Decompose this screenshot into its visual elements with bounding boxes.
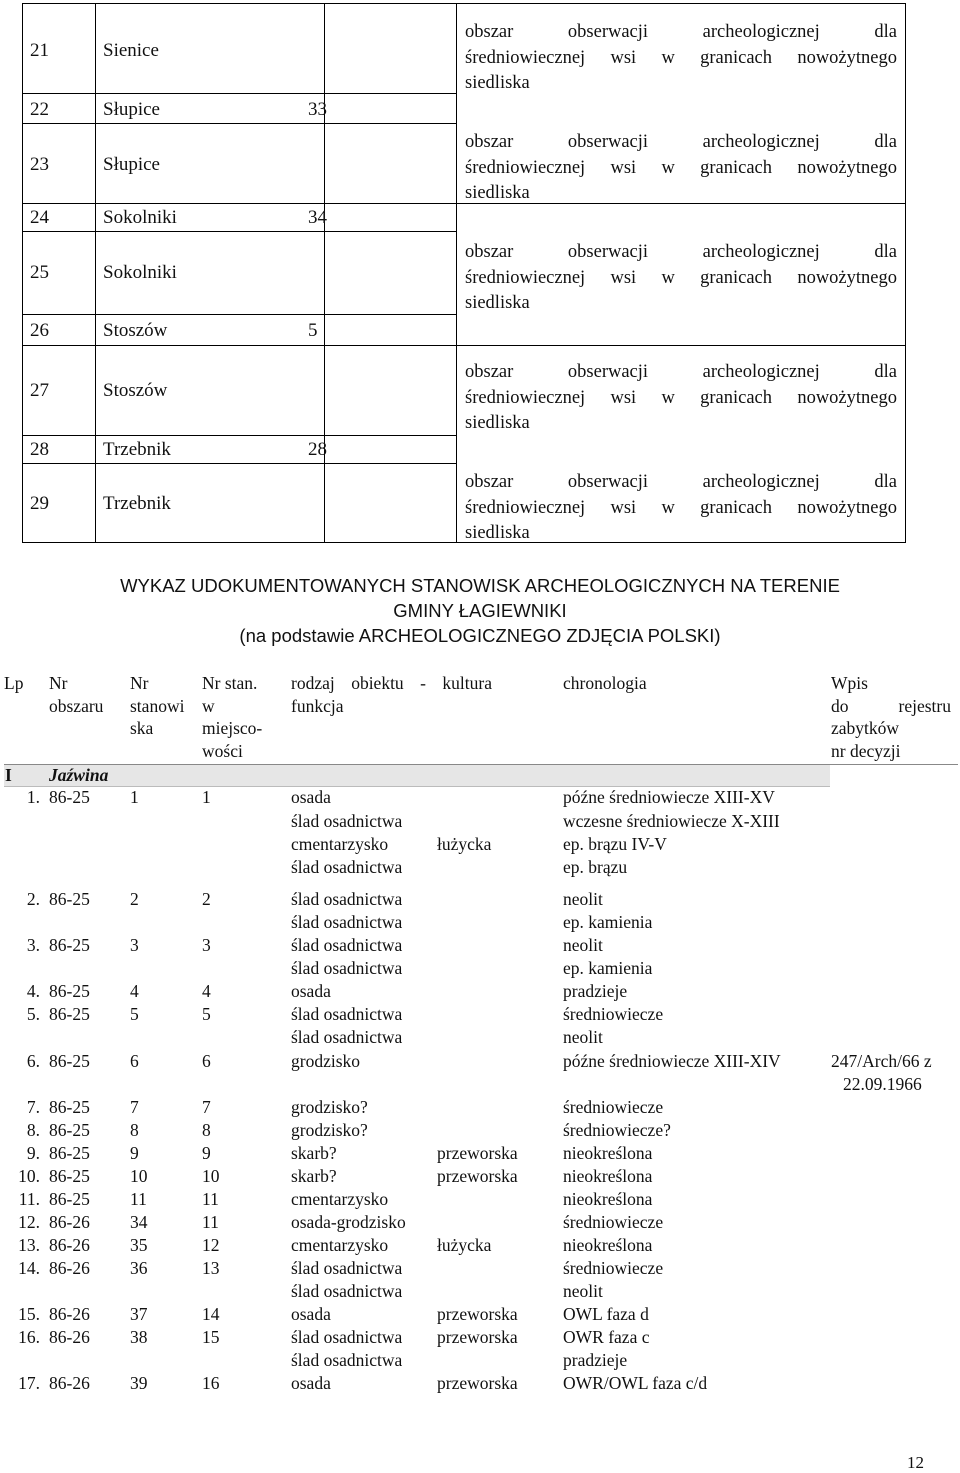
list-cell-rodzaj: ślad osadnictwa (291, 1004, 403, 1024)
table-cell-name: Sokolniki (103, 207, 177, 228)
list-cell-stan: 6 (130, 1051, 139, 1071)
list-cell-rodzaj: ślad osadnictwa (291, 935, 403, 955)
list-cell-rodzaj: ślad osadnictwa (291, 811, 403, 831)
list-cell-miejsc: 5 (202, 1004, 211, 1024)
table-divider (23, 314, 456, 315)
list-cell-chrono: nieokreślona (563, 1166, 653, 1186)
list-cell-obszar: 86-25 (49, 787, 90, 807)
page-number: 12 (907, 1453, 924, 1472)
list-cell-stan: 8 (130, 1120, 139, 1140)
table-cell-name: Sienice (103, 40, 159, 61)
list-cell-chrono: nieokreślona (563, 1189, 653, 1209)
list-cell-rodzaj: ślad osadnictwa (291, 1027, 403, 1047)
list-cell-miejsc: 6 (202, 1051, 211, 1071)
list-cell-miejsc: 10 (202, 1166, 220, 1186)
list-cell-lp: 12. (18, 1212, 40, 1232)
list-item (0, 1188, 960, 1210)
list-cell-obszar: 86-25 (49, 1097, 90, 1117)
list-cell-stan: 11 (130, 1189, 147, 1209)
table-divider (324, 4, 325, 542)
list-cell-kultura: łużycka (437, 1235, 492, 1255)
list-cell-chrono: średniowiecze (563, 1004, 664, 1024)
list-cell-stan: 5 (130, 1004, 139, 1024)
list-cell-rodzaj: osada (291, 981, 331, 1001)
list-cell-chrono: średniowiecze (563, 1097, 664, 1117)
list-cell-rodzaj: ślad osadnictwa (291, 1327, 403, 1347)
list-cell-rodzaj: skarb? (291, 1166, 337, 1186)
list-cell-chrono: neolit (563, 1281, 603, 1301)
list-item (0, 1096, 960, 1118)
header-chronologia: chronologia (563, 673, 647, 693)
list-item (0, 1349, 960, 1371)
list-cell-miejsc: 14 (202, 1304, 220, 1324)
list-cell-rodzaj: ślad osadnictwa (291, 912, 403, 932)
list-cell-miejsc: 4 (202, 981, 211, 1001)
list-item (0, 1257, 960, 1279)
list-cell-obszar: 86-25 (49, 1051, 90, 1071)
list-cell-rodzaj: ślad osadnictwa (291, 1281, 403, 1301)
list-cell-kultura: przeworska (437, 1373, 518, 1393)
table-divider (23, 123, 456, 124)
list-cell-rodzaj: osada (291, 787, 331, 807)
table-cell-name: Słupice (103, 99, 160, 120)
list-cell-kultura: łużycka (437, 834, 492, 854)
table-divider (23, 463, 456, 464)
list-cell-lp: 14. (18, 1258, 40, 1278)
list-item (0, 1234, 960, 1256)
list-cell-lp: 2. (26, 889, 40, 909)
table-cell-lp: 25 (30, 262, 49, 283)
list-item (0, 1050, 960, 1072)
wpis-decision: 247/Arch/66 z 22.09.1966 (831, 1051, 932, 1094)
list-cell-rodzaj: ślad osadnictwa (291, 857, 403, 877)
list-cell-stan: 9 (130, 1143, 139, 1163)
list-cell-chrono: średniowiecze (563, 1258, 664, 1278)
list-cell-lp: 15. (18, 1304, 40, 1324)
list-cell-lp: 10. (18, 1166, 40, 1186)
table-cell-lp: 27 (30, 380, 49, 401)
table-divider (95, 4, 96, 542)
list-cell-rodzaj: cmentarzysko (291, 834, 389, 854)
list-item (0, 1303, 960, 1325)
list-cell-obszar: 86-26 (49, 1235, 90, 1255)
list-cell-chrono: ep. kamienia (563, 912, 653, 932)
list-cell-kultura: przeworska (437, 1143, 518, 1163)
table-cell-num: 33 (308, 99, 327, 120)
list-cell-obszar: 86-25 (49, 935, 90, 955)
document-title: WYKAZ UDOKUMENTOWANYCH STANOWISK ARCHEOLOGICZNYCH NA TERENIE (120, 575, 840, 596)
list-cell-rodzaj: ślad osadnictwa (291, 889, 403, 909)
document-title-line2: GMINY ŁAGIEWNIKI (393, 600, 567, 621)
table-cell-description: obszar obserwacji archeologicznej dla średniowiecznej wsi w granicach nowożytnego siedliska (465, 362, 897, 433)
list-cell-rodzaj: ślad osadnictwa (291, 1258, 403, 1278)
list-cell-lp: 8. (26, 1120, 40, 1140)
table-cell-num: 34 (308, 207, 327, 228)
list-cell-chrono: OWR faza c (563, 1327, 650, 1347)
table-cell-description: obszar obserwacji archeologicznej dla średniowiecznej wsi w granicach nowożytnego siedliska (465, 472, 897, 543)
list-cell-lp: 9. (26, 1143, 40, 1163)
list-cell-obszar: 86-25 (49, 1189, 90, 1209)
list-cell-chrono: neolit (563, 889, 603, 909)
list-cell-rodzaj: osada (291, 1304, 331, 1324)
list-cell-rodzaj: grodzisko? (291, 1097, 368, 1117)
list-cell-miejsc: 13 (202, 1258, 220, 1278)
list-cell-chrono: średniowiecze? (563, 1120, 671, 1140)
list-cell-lp: 16. (18, 1327, 40, 1347)
list-item (0, 1211, 960, 1233)
list-cell-obszar: 86-25 (49, 1166, 90, 1186)
list-cell-stan: 1 (130, 787, 139, 807)
list-cell-miejsc: 15 (202, 1327, 220, 1347)
list-cell-stan: 39 (130, 1373, 148, 1393)
list-cell-lp: 17. (18, 1373, 40, 1393)
list-item (0, 856, 960, 878)
list-cell-chrono: wczesne średniowiecze X-XIII (563, 811, 780, 831)
list-cell-obszar: 86-26 (49, 1373, 90, 1393)
list-cell-rodzaj: cmentarzysko (291, 1235, 389, 1255)
list-cell-rodzaj: grodzisko? (291, 1120, 368, 1140)
list-cell-stan: 2 (130, 889, 139, 909)
list-cell-obszar: 86-26 (49, 1327, 90, 1347)
table-divider (456, 4, 457, 542)
list-cell-stan: 10 (130, 1166, 148, 1186)
list-cell-chrono: pradzieje (563, 1350, 628, 1370)
list-cell-stan: 34 (130, 1212, 148, 1232)
header-rodzaj-obiektu: rodzaj obiektu - kultura funkcja (291, 673, 492, 716)
list-item (0, 934, 960, 956)
table-divider (23, 435, 456, 436)
list-cell-lp: 1. (26, 787, 40, 807)
table-cell-lp: 24 (30, 207, 49, 228)
document-subtitle: (na podstawie ARCHEOLOGICZNEGO ZDJĘCIA POLSKI) (239, 625, 721, 646)
section-roman: I (5, 765, 12, 785)
list-item (0, 1142, 960, 1164)
list-cell-chrono: ep. kamienia (563, 958, 653, 978)
list-cell-obszar: 86-25 (49, 1004, 90, 1024)
list-item (0, 810, 960, 832)
list-cell-chrono: nieokreślona (563, 1143, 653, 1163)
header-wpis-rejestru: Wpis do rejestru zabytków nr decyzji (831, 673, 951, 761)
list-cell-stan: 37 (130, 1304, 148, 1324)
list-item (0, 786, 960, 808)
list-item (0, 888, 960, 910)
list-cell-miejsc: 7 (202, 1097, 211, 1117)
list-item (0, 833, 960, 855)
list-cell-obszar: 86-25 (49, 889, 90, 909)
list-cell-lp: 13. (18, 1235, 40, 1255)
list-cell-stan: 3 (130, 935, 139, 955)
list-item (0, 1326, 960, 1348)
table-cell-lp: 28 (30, 439, 49, 460)
table-divider (23, 231, 456, 232)
list-item (0, 1026, 960, 1048)
list-cell-miejsc: 12 (202, 1235, 220, 1255)
list-cell-obszar: 86-26 (49, 1304, 90, 1324)
section-band (4, 764, 830, 786)
list-cell-lp: 11. (18, 1189, 40, 1209)
table-cell-name: Trzebnik (103, 439, 171, 460)
list-item (0, 1280, 960, 1302)
list-item (0, 911, 960, 933)
list-cell-stan: 35 (130, 1235, 148, 1255)
list-cell-rodzaj: cmentarzysko (291, 1189, 389, 1209)
table-cell-lp: 22 (30, 99, 49, 120)
table-divider (23, 93, 456, 94)
table-cell-name: Trzebnik (103, 493, 171, 514)
list-cell-lp: 4. (26, 981, 40, 1001)
list-cell-chrono: późne średniowiecze XIII-XIV (563, 1051, 781, 1071)
list-cell-stan: 36 (130, 1258, 148, 1278)
list-item (0, 980, 960, 1002)
list-cell-obszar: 86-26 (49, 1258, 90, 1278)
list-cell-chrono: neolit (563, 935, 603, 955)
table-cell-name: Słupice (103, 154, 160, 175)
list-cell-obszar: 86-25 (49, 981, 90, 1001)
list-cell-lp: 6. (26, 1051, 40, 1071)
list-cell-stan: 7 (130, 1097, 139, 1117)
header-lp: Lp (4, 673, 24, 693)
table-cell-lp: 29 (30, 493, 49, 514)
list-item (0, 957, 960, 979)
section-name: Jaźwina (49, 765, 109, 785)
list-cell-lp: 3. (26, 935, 40, 955)
list-cell-obszar: 86-25 (49, 1143, 90, 1163)
list-cell-rodzaj: ślad osadnictwa (291, 1350, 403, 1370)
list-cell-kultura: przeworska (437, 1327, 518, 1347)
list-cell-miejsc: 3 (202, 935, 211, 955)
list-item (0, 1003, 960, 1025)
list-cell-obszar: 86-25 (49, 1120, 90, 1140)
list-cell-miejsc: 16 (202, 1373, 220, 1393)
list-cell-kultura: przeworska (437, 1166, 518, 1186)
list-cell-chrono: nieokreślona (563, 1235, 653, 1255)
list-cell-rodzaj: skarb? (291, 1143, 337, 1163)
list-cell-rodzaj: osada (291, 1373, 331, 1393)
list-item (0, 1119, 960, 1141)
list-cell-miejsc: 11 (202, 1212, 219, 1232)
table-cell-name: Stoszów (103, 320, 168, 341)
header-nr-stanowiska: Nr stanowi ska (130, 673, 185, 738)
list-cell-chrono: ep. brązu IV-V (563, 834, 667, 854)
list-cell-miejsc: 8 (202, 1120, 211, 1140)
list-cell-miejsc: 11 (202, 1189, 219, 1209)
list-cell-stan: 4 (130, 981, 139, 1001)
list-cell-miejsc: 9 (202, 1143, 211, 1163)
list-cell-lp: 7. (26, 1097, 40, 1117)
list-cell-rodzaj: ślad osadnictwa (291, 958, 403, 978)
list-cell-miejsc: 1 (202, 787, 211, 807)
table-cell-num: 5 (308, 320, 318, 341)
list-item (0, 1165, 960, 1187)
list-item (0, 1372, 960, 1394)
table-cell-description: obszar obserwacji archeologicznej dla średniowiecznej wsi w granicach nowożytnego siedliska (465, 132, 897, 203)
header-nr-stan-miejscowosci: Nr stan. w miejsco- wości (202, 673, 263, 761)
list-cell-stan: 38 (130, 1327, 148, 1347)
table-cell-description: obszar obserwacji archeologicznej dla średniowiecznej wsi w granicach nowożytnego siedliska (465, 22, 897, 93)
list-cell-chrono: ep. brązu (563, 857, 628, 877)
list-cell-chrono: neolit (563, 1027, 603, 1047)
list-cell-chrono: OWR/OWL faza c/d (563, 1373, 708, 1393)
list-cell-kultura: przeworska (437, 1304, 518, 1324)
list-cell-chrono: późne średniowiecze XIII-XV (563, 787, 775, 807)
table-cell-description: obszar obserwacji archeologicznej dla średniowiecznej wsi w granicach nowożytnego siedliska (465, 242, 897, 313)
table-cell-name: Sokolniki (103, 262, 177, 283)
list-cell-rodzaj: osada-grodzisko (291, 1212, 406, 1232)
list-cell-obszar: 86-26 (49, 1212, 90, 1232)
table-cell-num: 28 (308, 439, 327, 460)
list-cell-chrono: OWL faza d (563, 1304, 649, 1324)
list-cell-chrono: pradzieje (563, 981, 628, 1001)
list-cell-miejsc: 2 (202, 889, 211, 909)
header-nr-obszaru: Nr obszaru (49, 673, 104, 716)
list-cell-chrono: średniowiecze (563, 1212, 664, 1232)
table-cell-lp: 26 (30, 320, 49, 341)
table-divider (23, 345, 905, 346)
table-cell-name: Stoszów (103, 380, 168, 401)
section-rule-top (4, 764, 958, 765)
list-cell-lp: 5. (26, 1004, 40, 1024)
list-cell-rodzaj: grodzisko (291, 1051, 361, 1071)
table-cell-lp: 21 (30, 40, 49, 61)
table-cell-lp: 23 (30, 154, 49, 175)
